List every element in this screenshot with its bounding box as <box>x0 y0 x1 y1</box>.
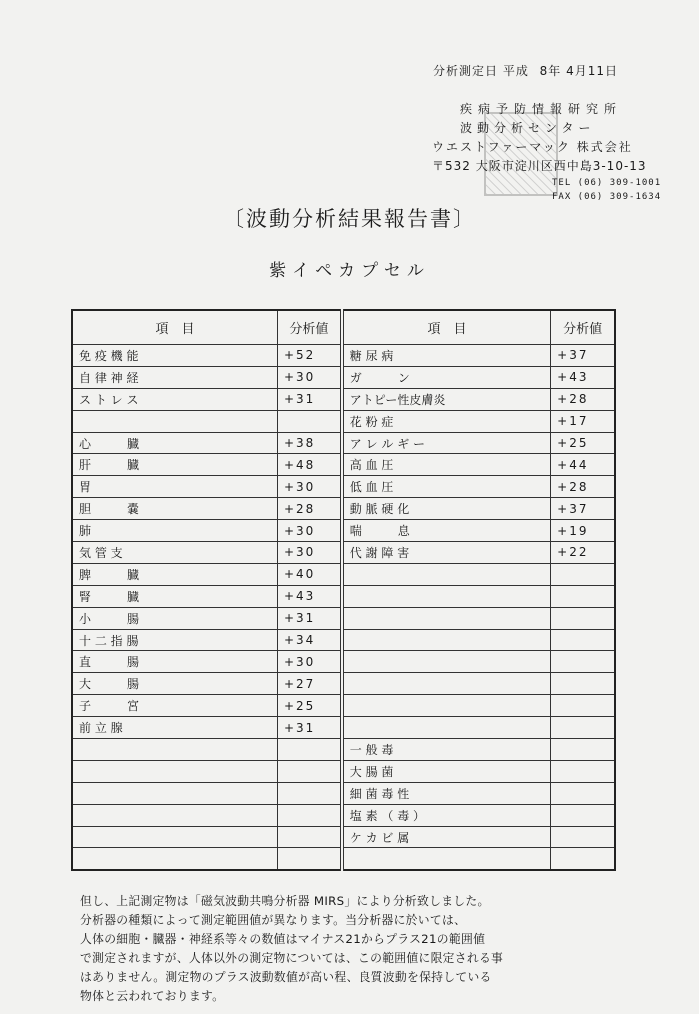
value-right <box>551 673 615 695</box>
value-right <box>551 717 615 739</box>
item-right: ガ ン <box>342 366 551 388</box>
value-left: +30 <box>277 366 341 388</box>
item-left <box>72 739 277 761</box>
table-row <box>72 804 615 826</box>
value-right <box>551 651 615 673</box>
date-label: 分析測定日 平成 <box>433 64 529 78</box>
value-left <box>277 760 341 782</box>
value-left: +25 <box>277 695 341 717</box>
item-left: 十 二 指 腸 <box>72 629 277 651</box>
value-right <box>551 848 615 870</box>
value-left: +38 <box>277 432 341 454</box>
value-right: +37 <box>551 345 615 367</box>
org-line-2: 波動分析センター <box>460 121 596 135</box>
measurement-date <box>433 62 618 79</box>
item-right: 糖 尿 病 <box>342 345 551 367</box>
organization-block <box>432 100 692 204</box>
value-right: +43 <box>551 366 615 388</box>
table-row <box>72 410 615 432</box>
item-left: 免 疫 機 能 <box>72 345 277 367</box>
item-left: 肝 臓 <box>72 454 277 476</box>
value-right <box>551 826 615 848</box>
item-left: 肺 <box>72 520 277 542</box>
value-left: +43 <box>277 585 341 607</box>
item-left <box>72 760 277 782</box>
item-right: 低 血 圧 <box>342 476 551 498</box>
item-right <box>342 563 551 585</box>
note-line: 物体と云われております。 <box>80 989 225 1003</box>
value-left <box>277 782 341 804</box>
header-item-left: 項 目 <box>72 310 277 345</box>
value-right: +44 <box>551 454 615 476</box>
table-row <box>72 673 615 695</box>
note-line: 人体の細胞・臓器・神経系等々の数値はマイナス21からプラス21の範囲値 <box>80 932 486 946</box>
item-left: 腎 臓 <box>72 585 277 607</box>
org-address: 〒532 大阪市淀川区西中島3-10-13 <box>432 159 647 173</box>
item-left: 小 腸 <box>72 607 277 629</box>
value-right <box>551 739 615 761</box>
org-tel: TEL (06) 309-1001 <box>552 178 662 188</box>
value-left: +31 <box>277 388 341 410</box>
table-row <box>72 542 615 564</box>
header-item-right: 項 目 <box>342 310 551 345</box>
item-left: 自 律 神 経 <box>72 366 277 388</box>
table-row <box>72 651 615 673</box>
value-left <box>277 848 341 870</box>
table-row <box>72 695 615 717</box>
item-left <box>72 826 277 848</box>
value-right: +28 <box>551 388 615 410</box>
value-left: +27 <box>277 673 341 695</box>
value-left <box>277 826 341 848</box>
item-right <box>342 585 551 607</box>
item-left: 大 腸 <box>72 673 277 695</box>
item-left: 子 宮 <box>72 695 277 717</box>
table-row <box>72 563 615 585</box>
table-row <box>72 454 615 476</box>
value-left: +30 <box>277 542 341 564</box>
item-right: 高 血 圧 <box>342 454 551 476</box>
item-right: 細 菌 毒 性 <box>342 782 551 804</box>
org-line-1: 疾病予防情報研究所 <box>460 102 623 116</box>
table-row <box>72 760 615 782</box>
item-left: 前 立 腺 <box>72 717 277 739</box>
item-right: 代 謝 障 害 <box>342 542 551 564</box>
item-right: ア レ ル ギ ー <box>342 432 551 454</box>
org-fax: FAX (06) 309-1634 <box>552 192 662 202</box>
item-right <box>342 607 551 629</box>
value-right <box>551 607 615 629</box>
value-right <box>551 563 615 585</box>
value-left: +30 <box>277 520 341 542</box>
table-row <box>72 739 615 761</box>
note-line: 但し、上記測定物は「磁気波動共鳴分析器 MIRS」により分析致しました。 <box>80 894 490 908</box>
value-left: +30 <box>277 476 341 498</box>
item-right: 花 粉 症 <box>342 410 551 432</box>
table-row <box>72 629 615 651</box>
header-value-left: 分析値 <box>277 310 341 345</box>
table-row <box>72 432 615 454</box>
table-row <box>72 345 615 367</box>
value-right <box>551 585 615 607</box>
item-right: 塩 素 （ 毒 ） <box>342 804 551 826</box>
value-left: +40 <box>277 563 341 585</box>
org-line-3: ウエストファーマック 株式会社 <box>432 140 633 154</box>
value-left <box>277 410 341 432</box>
item-left: 脾 臓 <box>72 563 277 585</box>
value-right <box>551 629 615 651</box>
table-row <box>72 366 615 388</box>
item-right: 動 脈 硬 化 <box>342 498 551 520</box>
report-title: 〔波動分析結果報告書〕 <box>223 207 476 231</box>
date-value: 8年 4月11日 <box>539 64 619 78</box>
table-row <box>72 476 615 498</box>
table-row <box>72 782 615 804</box>
item-left <box>72 410 277 432</box>
item-right: 大 腸 菌 <box>342 760 551 782</box>
value-right: +37 <box>551 498 615 520</box>
table-row <box>72 520 615 542</box>
value-right: +22 <box>551 542 615 564</box>
table-row <box>72 848 615 870</box>
value-right <box>551 695 615 717</box>
value-right <box>551 804 615 826</box>
header-value-right: 分析値 <box>551 310 615 345</box>
value-left: +34 <box>277 629 341 651</box>
note-line: はありません。測定物のプラス波動数値が高い程、良質波動を保持している <box>80 970 492 984</box>
value-left: +31 <box>277 717 341 739</box>
item-right <box>342 629 551 651</box>
note-line: で測定されますが、人体以外の測定物については、この範囲値に限定される事 <box>80 951 504 965</box>
value-left <box>277 739 341 761</box>
item-left: ス ト レ ス <box>72 388 277 410</box>
value-right: +25 <box>551 432 615 454</box>
item-left: 心 臓 <box>72 432 277 454</box>
value-left: +48 <box>277 454 341 476</box>
table-row <box>72 585 615 607</box>
value-left: +31 <box>277 607 341 629</box>
item-left: 直 腸 <box>72 651 277 673</box>
value-right <box>551 782 615 804</box>
disclaimer-note <box>80 892 620 1006</box>
table-header-row <box>72 310 615 345</box>
value-left: +52 <box>277 345 341 367</box>
table-row <box>72 826 615 848</box>
value-left: +28 <box>277 498 341 520</box>
item-right <box>342 848 551 870</box>
item-right <box>342 695 551 717</box>
table-row <box>72 607 615 629</box>
item-left <box>72 848 277 870</box>
item-left: 胆 嚢 <box>72 498 277 520</box>
item-right <box>342 651 551 673</box>
table-row <box>72 388 615 410</box>
product-name: 紫イペカプセル <box>269 261 430 281</box>
table-row <box>72 498 615 520</box>
item-right: 喘 息 <box>342 520 551 542</box>
value-left: +30 <box>277 651 341 673</box>
value-left <box>277 804 341 826</box>
item-right: アトピー性皮膚炎 <box>342 388 551 410</box>
value-right <box>551 760 615 782</box>
item-left <box>72 782 277 804</box>
value-right: +28 <box>551 476 615 498</box>
table-row <box>72 717 615 739</box>
value-right: +19 <box>551 520 615 542</box>
item-right: 一 般 毒 <box>342 739 551 761</box>
item-right <box>342 717 551 739</box>
item-right <box>342 673 551 695</box>
item-left: 胃 <box>72 476 277 498</box>
item-left <box>72 804 277 826</box>
note-line: 分析器の種類によって測定範囲値が異なります。当分析器に於いては、 <box>80 913 467 927</box>
item-left: 気 管 支 <box>72 542 277 564</box>
item-right: ケ カ ビ 属 <box>342 826 551 848</box>
value-right: +17 <box>551 410 615 432</box>
analysis-results-table <box>71 309 616 871</box>
